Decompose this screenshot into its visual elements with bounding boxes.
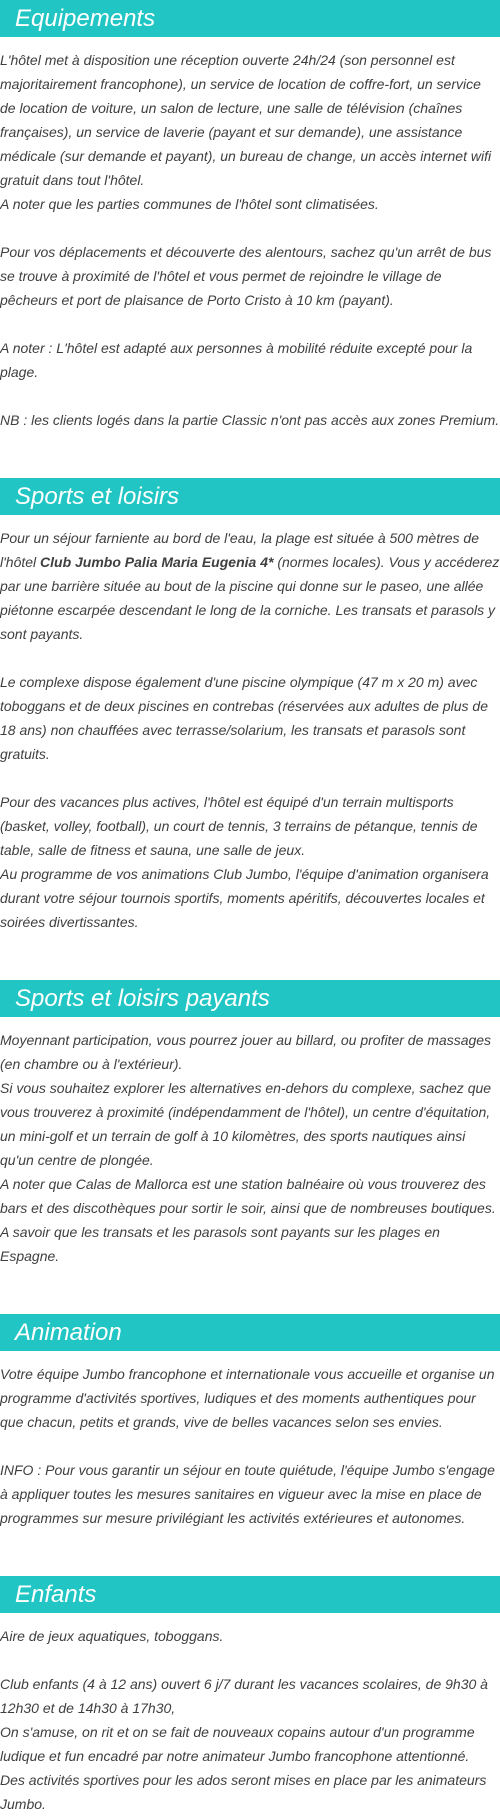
spacer	[0, 646, 500, 670]
paragraph: Aire de jeux aquatiques, toboggans.	[0, 1628, 224, 1644]
spacer	[0, 384, 500, 408]
spacer	[0, 766, 500, 790]
section-sports-loisirs	[0, 478, 500, 934]
paragraph: Le complexe dispose également d'une piscine olympique (47 m x 20 m) avec toboggans et de deux piscines en contrebas (réservées aux adultes de plus de 18 ans) non chauffées avec terrasse/solarium, les transats et parasols sont gratuits.	[0, 674, 488, 762]
paragraph: L'hôtel met à disposition une réception ouverte 24h/24 (son personnel est majoritairement francophone), un service de location de coffre-fort, un service de location de voiture, un salon de lecture, une salle de télévision (chaînes françaises), un service de laverie (payant et sur demande), une assistance médicale (sur demande et payant), un bureau de change, un accès internet wifi gratuit dans tout l'hôtel.	[0, 52, 492, 188]
section-title: Animation	[0, 1314, 500, 1351]
paragraph: Moyennant participation, vous pourrez jouer au billard, ou profiter de massages (en chambre ou à l'extérieur).	[0, 1032, 492, 1072]
section-body	[0, 37, 500, 432]
hotel-name: Club Jumbo Palia Maria Eugenia 4*	[40, 554, 274, 570]
section-sports-loisirs-payants	[0, 980, 500, 1268]
paragraph: Au programme de vos animations Club Jumbo, l'équipe d'animation organisera durant votre séjour tournois sportifs, moments apéritifs, découvertes locales et soirées divertissantes.	[0, 866, 489, 930]
section-title: Enfants	[0, 1576, 500, 1613]
spacer	[0, 1434, 500, 1458]
section-enfants	[0, 1576, 500, 1816]
paragraph: On s'amuse, on rit et on se fait de nouveaux copains autour d'un programme ludique et fun encadré par notre animateur Jumbo francophone attentionné.	[0, 1724, 475, 1764]
section-title: Sports et loisirs payants	[0, 980, 500, 1017]
section-equipements	[0, 0, 500, 432]
section-body	[0, 515, 500, 934]
section-body	[0, 1017, 500, 1268]
section-body	[0, 1351, 500, 1530]
paragraph: Votre équipe Jumbo francophone et internationale vous accueille et organise un programme d'activités sportives, ludiques et des moments authentiques pour que chacun, petits et grands, vive de belles vacances selon ses envies.	[0, 1366, 495, 1430]
paragraph: Pour vos déplacements et découverte des alentours, sachez qu'un arrêt de bus se trouve à proximité de l'hôtel et vous permet de rejoindre le village de pêcheurs et port de plaisance de Porto Cristo à 10 km (payant).	[0, 244, 492, 308]
paragraph: Des activités sportives pour les ados seront mises en place par les animateurs Jumbo.	[0, 1772, 487, 1812]
paragraph: A noter que les parties communes de l'hôtel sont climatisées.	[0, 196, 379, 212]
paragraph: Pour des vacances plus actives, l'hôtel est équipé d'un terrain multisports (basket, volley, football), un court de tennis, 3 terrains de pétanque, tennis de table, salle de fitness et sauna, une salle de jeux.	[0, 794, 478, 858]
spacer	[0, 1648, 500, 1672]
section-animation	[0, 1314, 500, 1530]
section-title: Sports et loisirs	[0, 478, 500, 515]
spacer	[0, 312, 500, 336]
intro-text: (normes locales). Vous y accéderez par une barrière située au bout de la piscine qui donne sur le paseo, une allée piétonne escarpée descendant le long de la corniche. Les transats et parasols y sont payants.	[0, 554, 500, 642]
paragraph: A noter : L'hôtel est adapté aux personnes à mobilité réduite excepté pour la plage.	[0, 340, 473, 380]
intro-text: Pour un séjour farniente au bord de l'eau, la plage est située à 500 mètres de l'hôtel	[0, 530, 479, 570]
section-title: Equipements	[0, 0, 500, 37]
section-body	[0, 1613, 500, 1816]
spacer	[0, 216, 500, 240]
paragraph: INFO : Pour vous garantir un séjour en toute quiétude, l'équipe Jumbo s'engage à appliquer toutes les mesures sanitaires en vigueur avec la mise en place de programmes sur mesure privilégiant les activités extérieures et autonomes.	[0, 1462, 495, 1526]
paragraph	[0, 526, 500, 646]
paragraph: A savoir que les transats et les parasols sont payants sur les plages en Espagne.	[0, 1224, 440, 1264]
paragraph: NB : les clients logés dans la partie Classic n'ont pas accès aux zones Premium.	[0, 412, 500, 428]
paragraph: Club enfants (4 à 12 ans) ouvert 6 j/7 durant les vacances scolaires, de 9h30 à 12h30 et de 14h30 à 17h30,	[0, 1676, 488, 1716]
paragraph: Si vous souhaitez explorer les alternatives en-dehors du complexe, sachez que vous trouverez à proximité (indépendamment de l'hôtel), un centre d'équitation, un mini-golf et un terrain de golf à 10 kilomètres, des sports nautiques ainsi qu'un centre de plongée.	[0, 1080, 492, 1168]
paragraph: A noter que Calas de Mallorca est une station balnéaire où vous trouverez des bars et des discothèques pour sortir le soir, ainsi que de nombreuses boutiques.	[0, 1176, 496, 1216]
